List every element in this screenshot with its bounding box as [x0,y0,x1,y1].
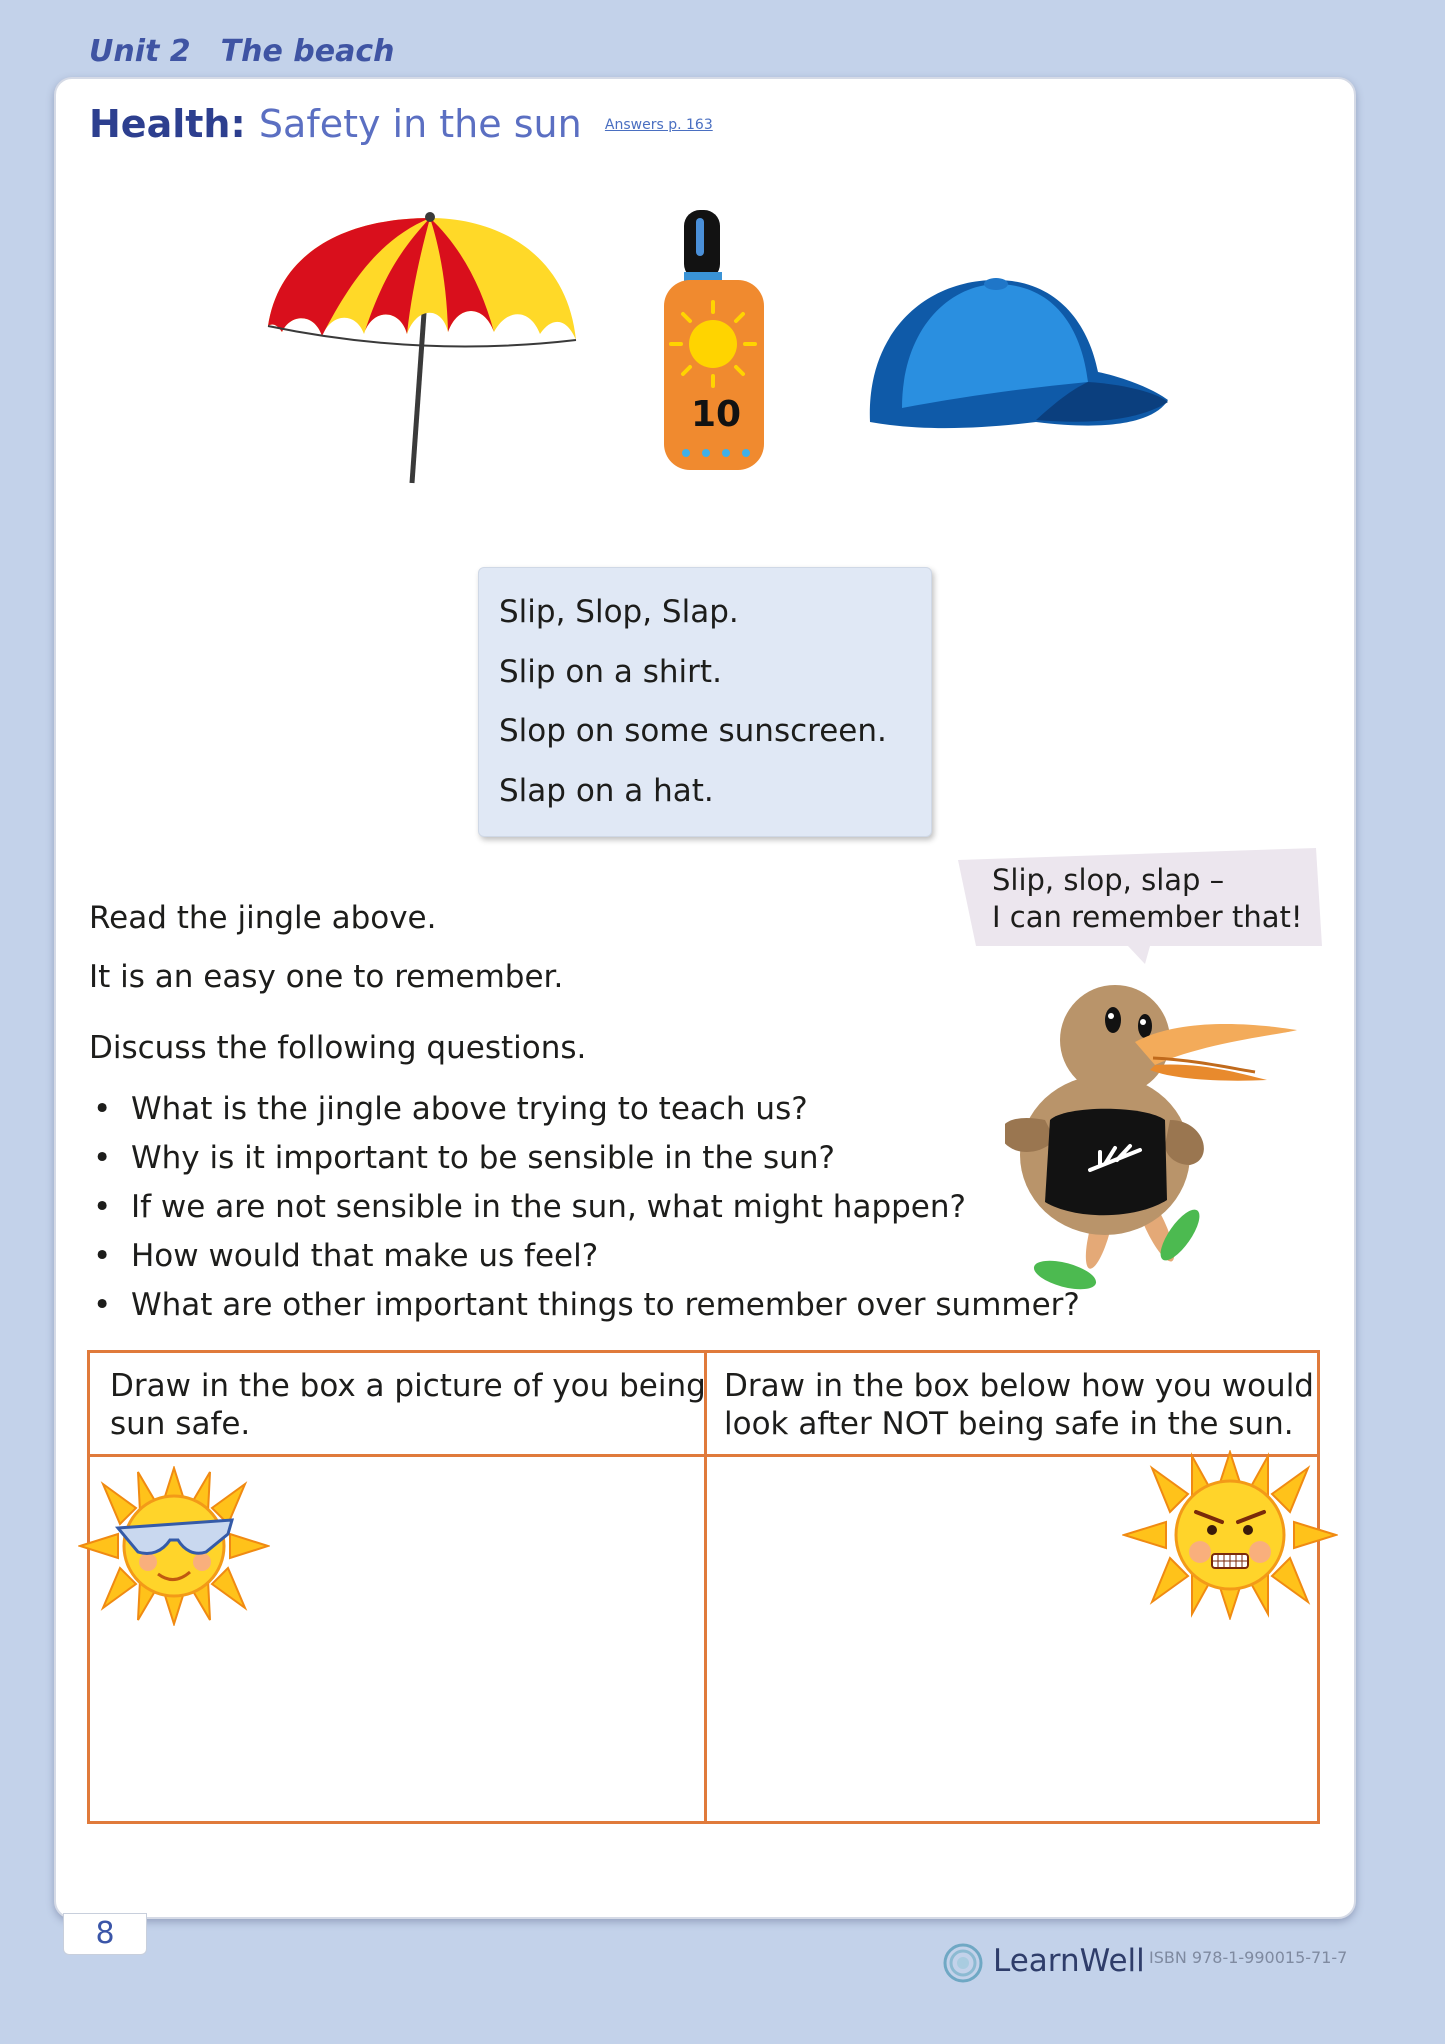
list-item: • What are other important things to remember over summer? [89,1281,1080,1330]
list-item: • How would that make us feel? [89,1232,1080,1281]
speech-line: I can remember that! [992,900,1303,934]
spf-label: 10 [690,394,742,435]
jingle-line: Slip on a shirt. [499,654,722,690]
jingle-box [478,567,932,837]
instruction-text: Read the jingle above. [89,900,437,936]
left-header-line: Draw in the box a picture of you being [110,1368,706,1404]
left-header-line: sun safe. [110,1406,251,1442]
jingle-line: Slip, Slop, Slap. [499,594,739,630]
questions-list [89,1085,1080,1330]
isbn: ISBN 978-1-990015-71-7 [1149,1948,1348,1967]
brand-name: LearnWell [993,1943,1145,1979]
list-item: • If we are not sensible in the sun, what might happen? [89,1183,1080,1232]
instruction-text: Discuss the following questions. [89,1030,587,1066]
page-number: 8 [63,1913,147,1955]
happy-sun-icon [78,1466,270,1626]
unit-header [89,34,395,69]
right-header [724,1367,1314,1443]
right-header-line: Draw in the box below how you would [724,1368,1314,1404]
jingle-line: Slap on a hat. [499,773,714,809]
speech-line: Slip, slop, slap – [992,863,1225,897]
list-item: • Why is it important to be sensible in the sun? [89,1134,1080,1183]
angry-sun-icon [1122,1450,1338,1620]
learnwell-logo-icon [943,1943,983,1983]
left-header [110,1367,706,1443]
unit-title: The beach [220,34,395,69]
sunscreen-bottle-icon [658,208,773,470]
topic-title: Safety in the sun [258,102,582,146]
page-title [89,102,713,146]
right-header-line: look after NOT being safe in the sun. [724,1406,1294,1442]
answers-link[interactable]: Answers p. 163 [604,117,713,133]
speech-bubble-text [992,862,1302,936]
unit-label: Unit 2 [89,34,191,69]
list-item: • What is the jingle above trying to teach us? [89,1085,1080,1134]
instruction-text: It is an easy one to remember. [89,959,564,995]
cap-icon [866,272,1171,437]
subject-label: Health: [89,102,246,146]
umbrella-icon [262,208,582,490]
jingle-line: Slop on some sunscreen. [499,713,887,749]
